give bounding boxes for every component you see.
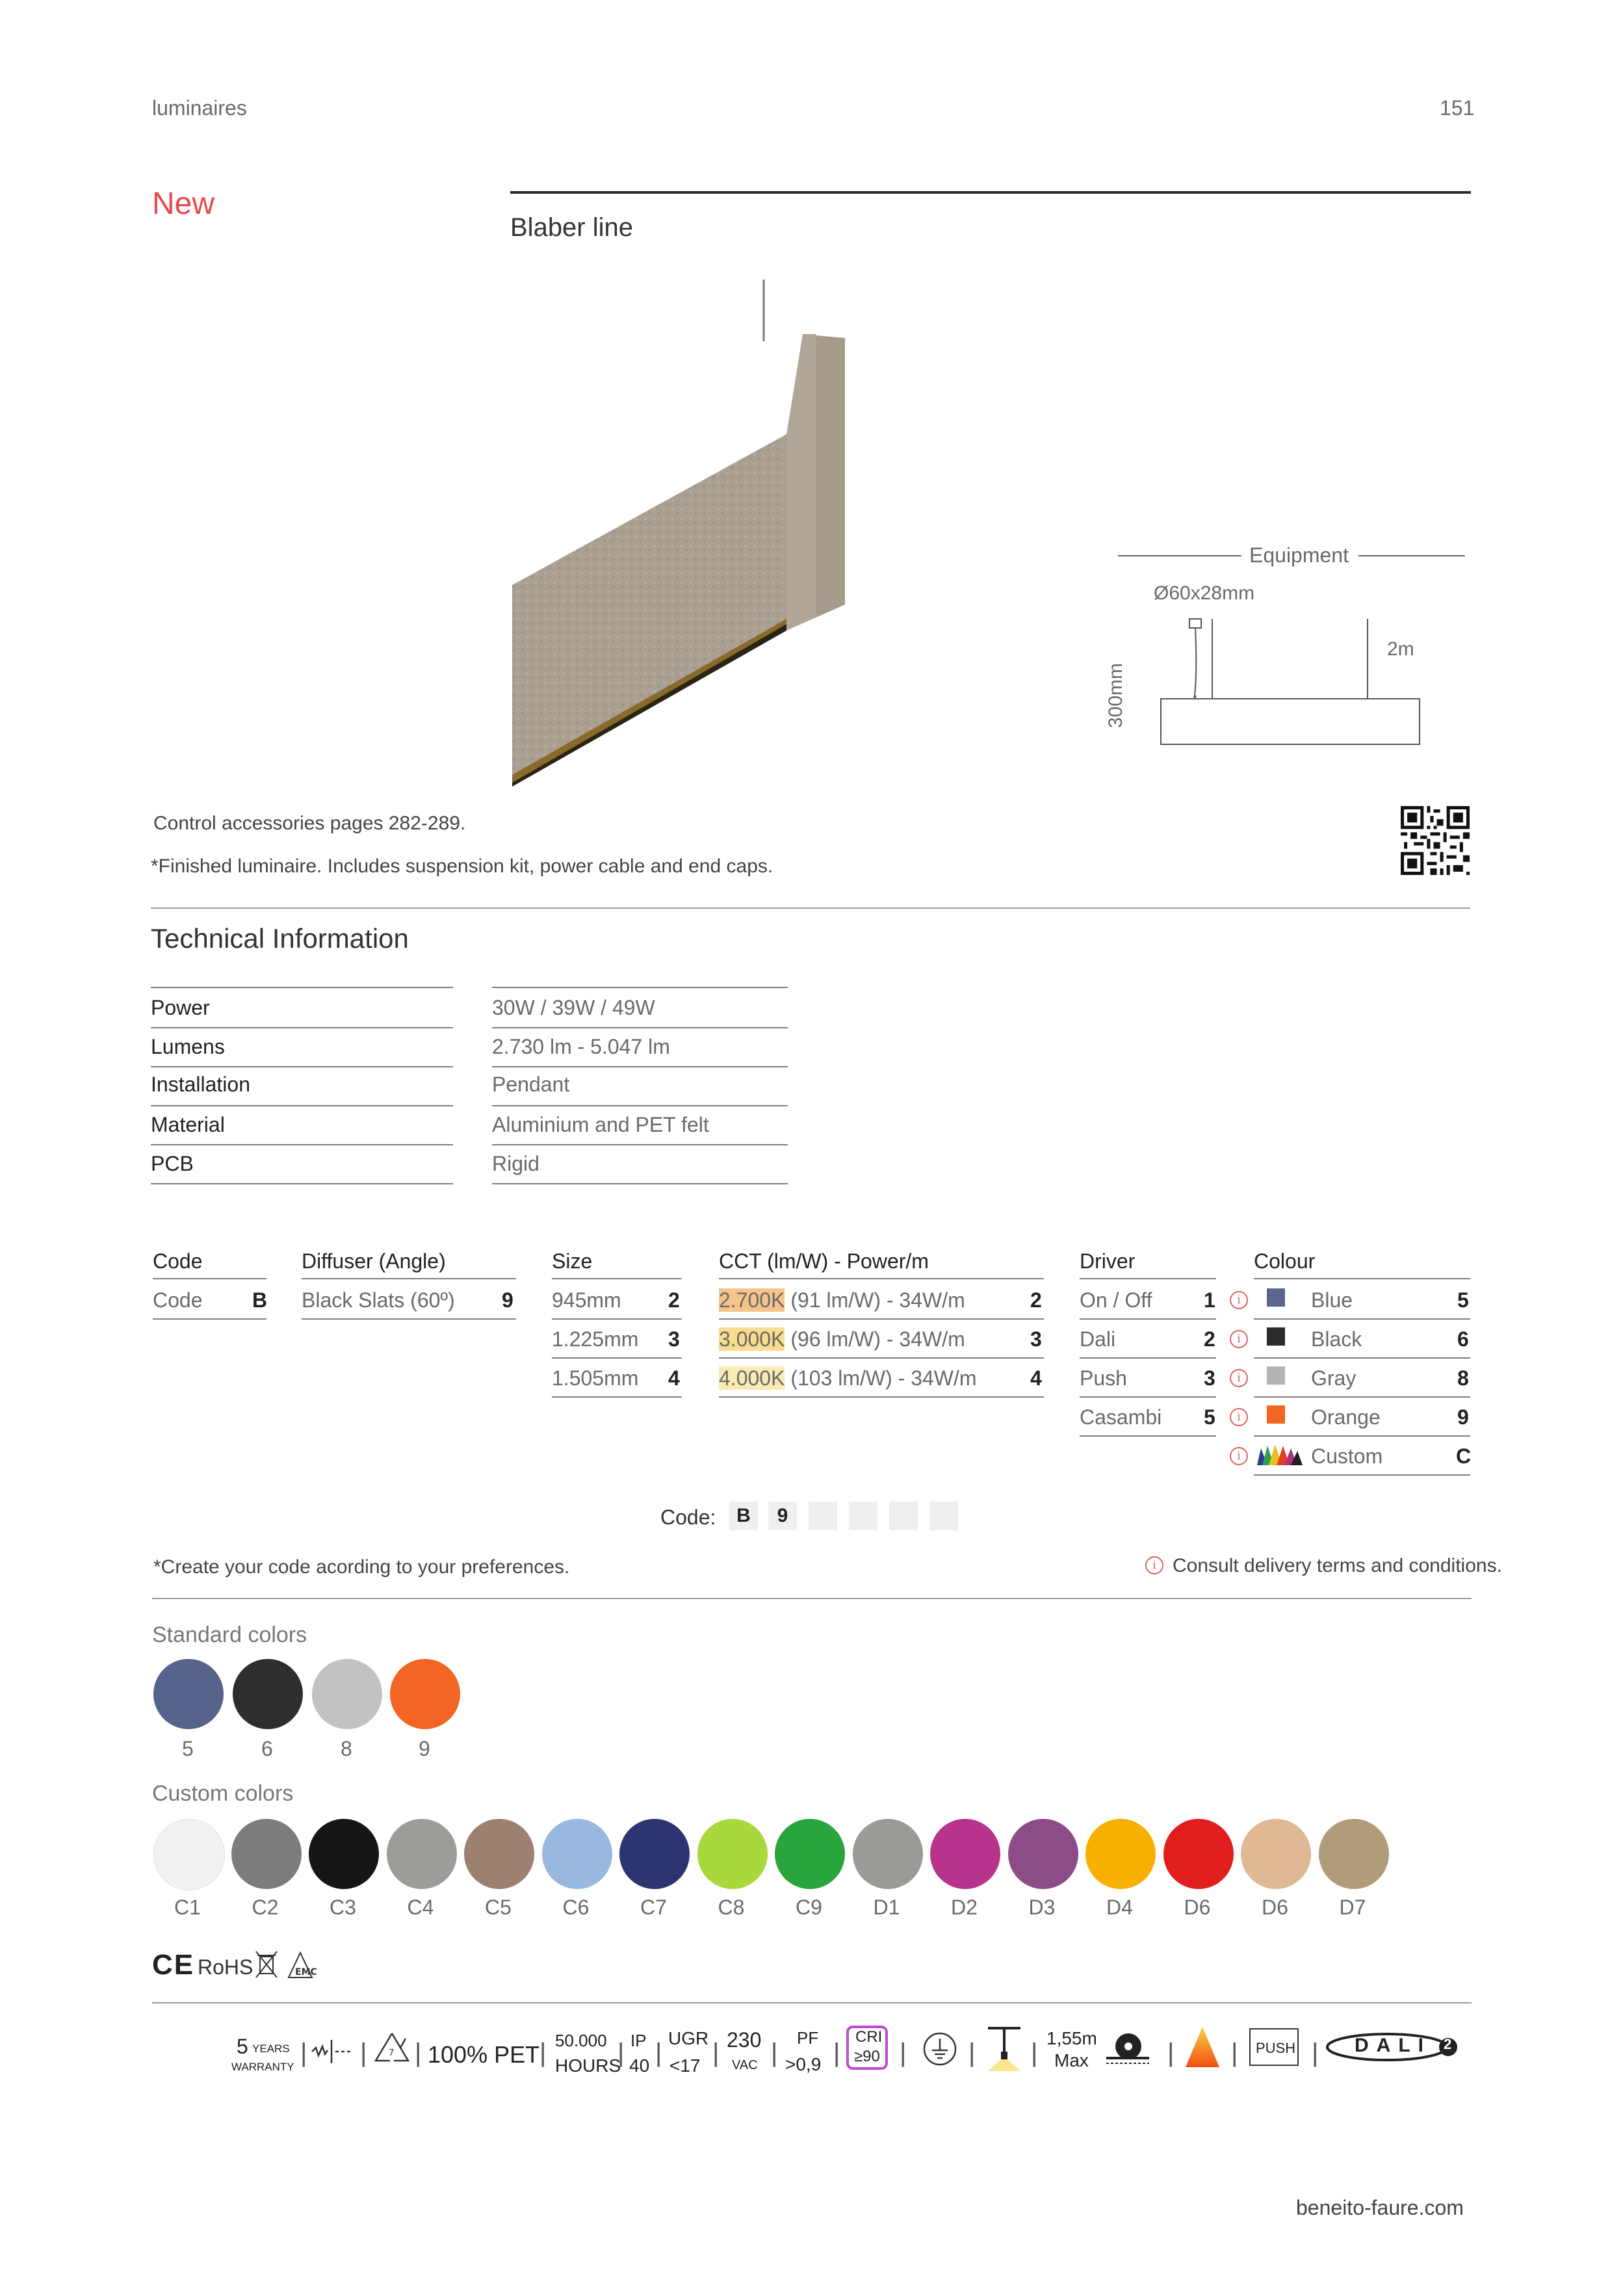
color-swatch-9 bbox=[390, 1659, 460, 1729]
colour-row-value: C bbox=[1456, 1444, 1472, 1468]
equipment-title: Equipment bbox=[1249, 543, 1349, 567]
colour-row-value: 6 bbox=[1457, 1327, 1469, 1351]
ip-value: 40 bbox=[629, 2055, 650, 2076]
code-slot[interactable] bbox=[929, 1502, 958, 1530]
colour-swatch-black bbox=[1267, 1327, 1285, 1346]
tech-title: Technical Information bbox=[151, 923, 409, 954]
colour-row-value: 9 bbox=[1457, 1405, 1469, 1429]
tech-value-lumens: 2.730 lm - 5.047 lm bbox=[492, 1035, 670, 1058]
warranty-label: WARRANTY bbox=[231, 2061, 294, 2073]
color-code: C9 bbox=[796, 1896, 822, 1919]
size-header: Size bbox=[552, 1249, 593, 1273]
saw-cut-icon bbox=[1105, 2028, 1150, 2067]
color-swatch-c3 bbox=[309, 1819, 379, 1889]
dali-version: 2 bbox=[1444, 2036, 1452, 2052]
product-title: Blaber line bbox=[510, 213, 634, 242]
color-code: C7 bbox=[640, 1896, 667, 1919]
cri-value: ≥90 bbox=[854, 2048, 880, 2065]
code-slot[interactable] bbox=[809, 1502, 837, 1530]
cct-row-value: 4 bbox=[1030, 1366, 1042, 1390]
color-code: D2 bbox=[951, 1896, 978, 1919]
separator: | bbox=[655, 2039, 662, 2067]
tech-value-pcb: Rigid bbox=[492, 1152, 539, 1175]
separator: | bbox=[771, 2039, 778, 2067]
color-code: C5 bbox=[485, 1896, 512, 1919]
canopy-dimension: Ø60x28mm bbox=[1154, 582, 1255, 604]
separator: | bbox=[617, 2039, 625, 2067]
separator: | bbox=[833, 2039, 840, 2067]
cct-kelvin: 2.700K bbox=[719, 1288, 785, 1312]
equipment-rule-left bbox=[1118, 555, 1241, 556]
colour-row-label: Gray bbox=[1311, 1366, 1357, 1390]
cct-row-label bbox=[719, 1327, 965, 1351]
size-row-value: 2 bbox=[668, 1288, 680, 1312]
svg-text:7: 7 bbox=[389, 2048, 395, 2058]
emc-icon bbox=[286, 1949, 322, 1980]
diffuser-row-label: Black Slats (60º) bbox=[302, 1288, 455, 1312]
max-length-label: Max bbox=[1054, 2050, 1089, 2070]
product-image bbox=[507, 280, 871, 793]
colour-header: Colour bbox=[1254, 1249, 1316, 1273]
qr-code bbox=[1401, 806, 1470, 875]
separator: | bbox=[1031, 2039, 1038, 2067]
dali-label: DALI bbox=[1355, 2035, 1431, 2056]
diffuser-row-value: 9 bbox=[502, 1288, 513, 1312]
cct-kelvin: 3.000K bbox=[719, 1327, 785, 1351]
color-code: C4 bbox=[407, 1896, 434, 1919]
cct-detail: (96 lm/W) - 34W/m bbox=[785, 1327, 965, 1351]
separator: | bbox=[712, 2039, 720, 2067]
tech-label-installation: Installation bbox=[151, 1073, 250, 1096]
color-code: D1 bbox=[873, 1896, 900, 1919]
pf-value: >0,9 bbox=[785, 2054, 822, 2074]
separator: | bbox=[300, 2039, 307, 2067]
color-swatch-d3 bbox=[1008, 1819, 1078, 1889]
color-code: 9 bbox=[419, 1737, 430, 1760]
code-slot[interactable] bbox=[889, 1502, 918, 1530]
colour-row-label: Orange bbox=[1311, 1405, 1381, 1429]
color-code: 6 bbox=[261, 1737, 273, 1760]
color-swatch-c2 bbox=[231, 1819, 302, 1889]
equipment-diagram bbox=[1157, 611, 1430, 748]
driver-row-label: Dali bbox=[1080, 1327, 1116, 1351]
color-code: C1 bbox=[174, 1896, 201, 1919]
title-rule bbox=[510, 191, 1471, 194]
color-code: C3 bbox=[330, 1896, 356, 1919]
pendant-light-icon bbox=[981, 2026, 1027, 2072]
pf-label: PF bbox=[797, 2028, 819, 2048]
size-row-label: 945mm bbox=[552, 1288, 621, 1312]
colour-row-label: Custom bbox=[1311, 1444, 1383, 1468]
separator: | bbox=[968, 2039, 976, 2067]
consult-note: Consult delivery terms and conditions. bbox=[1173, 1555, 1502, 1576]
color-code: D4 bbox=[1106, 1896, 1133, 1919]
cct-row-label bbox=[719, 1288, 965, 1312]
cct-row-value: 2 bbox=[1030, 1288, 1042, 1312]
driver-row-value: 1 bbox=[1204, 1288, 1215, 1312]
recycle-icon bbox=[372, 2029, 412, 2068]
color-swatch-c7 bbox=[619, 1819, 690, 1889]
section-divider bbox=[152, 1598, 1472, 1599]
ip-label: IP bbox=[630, 2031, 647, 2050]
cable-length: 2m bbox=[1387, 638, 1414, 660]
color-swatch-d6 bbox=[1163, 1819, 1234, 1889]
color-swatch-d1 bbox=[853, 1819, 923, 1889]
color-swatch-8 bbox=[312, 1659, 382, 1729]
color-swatch-c5 bbox=[464, 1819, 534, 1889]
info-icon[interactable]: i bbox=[1230, 1369, 1248, 1387]
lifetime-hours-label: HOURS bbox=[555, 2055, 621, 2076]
size-row-value: 3 bbox=[668, 1327, 680, 1351]
info-icon[interactable]: i bbox=[1230, 1330, 1248, 1348]
color-code: 5 bbox=[182, 1737, 194, 1760]
color-swatch-6 bbox=[233, 1659, 303, 1729]
dimmable-wave-icon bbox=[309, 2035, 355, 2067]
separator: | bbox=[1312, 2039, 1319, 2067]
diffuser-header: Diffuser (Angle) bbox=[302, 1249, 446, 1273]
cct-row-label bbox=[719, 1366, 977, 1390]
tech-label-power: Power bbox=[151, 996, 210, 1019]
tech-value-material: Aluminium and PET felt bbox=[492, 1113, 709, 1136]
page-number: 151 bbox=[1440, 96, 1475, 120]
cct-detail: (91 lm/W) - 34W/m bbox=[785, 1288, 965, 1312]
code-row-value: B bbox=[252, 1288, 268, 1312]
max-length-value: 1,55m bbox=[1046, 2028, 1097, 2048]
info-icon[interactable]: i bbox=[1230, 1291, 1248, 1309]
section-divider bbox=[152, 2002, 1472, 2003]
tech-label-lumens: Lumens bbox=[151, 1035, 225, 1058]
driver-row-value: 3 bbox=[1204, 1366, 1215, 1390]
warranty-number: 5 bbox=[237, 2035, 248, 2058]
tech-label-material: Material bbox=[151, 1113, 225, 1136]
tech-value-power: 30W / 39W / 49W bbox=[492, 996, 655, 1019]
info-icon[interactable]: i bbox=[1230, 1447, 1248, 1465]
equipment-rule-right bbox=[1358, 555, 1465, 556]
ground-earth-icon bbox=[922, 2031, 958, 2067]
accessories-note: Control accessories pages 282-289. bbox=[153, 813, 466, 834]
voltage-number: 230 bbox=[727, 2028, 762, 2052]
colour-swatch-gray bbox=[1267, 1366, 1285, 1385]
color-code: 8 bbox=[341, 1737, 352, 1760]
color-swatch-d7 bbox=[1319, 1819, 1389, 1889]
color-swatch-5 bbox=[153, 1659, 224, 1729]
separator: | bbox=[539, 2039, 547, 2067]
separator: | bbox=[1167, 2039, 1175, 2067]
size-row-label: 1.225mm bbox=[552, 1327, 639, 1351]
code-row-label: Code bbox=[153, 1288, 203, 1312]
driver-row-label: On / Off bbox=[1080, 1288, 1152, 1312]
separator: | bbox=[1231, 2039, 1238, 2067]
code-slot[interactable]: 9 bbox=[768, 1502, 797, 1530]
driver-row-value: 2 bbox=[1204, 1327, 1215, 1351]
code-header: Code bbox=[153, 1249, 203, 1273]
ce-mark: CE bbox=[152, 1949, 195, 1981]
info-icon[interactable]: i bbox=[1145, 1556, 1163, 1574]
info-icon[interactable]: i bbox=[1230, 1408, 1248, 1426]
code-builder-label: Code: bbox=[660, 1506, 716, 1529]
colour-row-label: Blue bbox=[1311, 1288, 1353, 1312]
color-swatch-d6 bbox=[1241, 1819, 1311, 1889]
cri-label: CRI bbox=[855, 2028, 883, 2046]
cct-detail: (103 lm/W) - 34W/m bbox=[785, 1366, 977, 1390]
svg-text:EMC: EMC bbox=[295, 1967, 317, 1977]
section-divider bbox=[151, 907, 1470, 909]
create-code-note: *Create your code acording to your preferences. bbox=[153, 1556, 570, 1578]
lifetime-hours-number: 50.000 bbox=[555, 2031, 607, 2050]
section-label: luminaires bbox=[152, 96, 247, 120]
voltage-label: VAC bbox=[732, 2058, 758, 2072]
ugr-value: <17 bbox=[669, 2055, 701, 2076]
colour-row-value: 8 bbox=[1457, 1366, 1469, 1390]
driver-row-value: 5 bbox=[1204, 1405, 1215, 1429]
tech-label-pcb: PCB bbox=[151, 1152, 194, 1175]
color-swatch-c1 bbox=[153, 1819, 225, 1890]
code-slot[interactable] bbox=[849, 1502, 877, 1530]
driver-row-label: Casambi bbox=[1080, 1405, 1162, 1429]
driver-header: Driver bbox=[1080, 1249, 1136, 1273]
color-swatch-c8 bbox=[697, 1819, 768, 1889]
push-label: PUSH bbox=[1256, 2040, 1296, 2056]
cct-kelvin: 4.000K bbox=[719, 1366, 785, 1390]
color-swatch-c6 bbox=[542, 1819, 612, 1889]
cct-header: CCT (lm/W) - Power/m bbox=[719, 1249, 929, 1273]
ugr-label: UGR bbox=[668, 2028, 709, 2048]
cct-flame-icon bbox=[1183, 2024, 1222, 2070]
rohs-mark: RoHS bbox=[198, 1955, 253, 1979]
color-code: D3 bbox=[1028, 1896, 1056, 1919]
color-code: D6 bbox=[1262, 1896, 1288, 1919]
code-slot[interactable]: B bbox=[729, 1502, 758, 1530]
website-link[interactable]: beneito-faure.com bbox=[1296, 2196, 1464, 2219]
colour-swatch-custom-icon bbox=[1254, 1442, 1304, 1468]
custom-colors-title: Custom colors bbox=[152, 1781, 294, 1806]
separator: | bbox=[900, 2039, 907, 2067]
cct-row-value: 3 bbox=[1030, 1327, 1042, 1351]
color-code: C6 bbox=[562, 1896, 590, 1919]
driver-row-label: Push bbox=[1080, 1366, 1127, 1390]
finished-note: *Finished luminaire. Includes suspension kit, power cable and end caps. bbox=[151, 855, 773, 877]
height-dimension: 300mm bbox=[1105, 662, 1126, 728]
new-badge: New bbox=[152, 187, 215, 221]
separator: | bbox=[360, 2039, 367, 2067]
colour-row-value: 5 bbox=[1457, 1288, 1469, 1312]
colour-swatch-blue bbox=[1267, 1288, 1285, 1307]
color-code: C2 bbox=[252, 1896, 279, 1919]
color-swatch-d4 bbox=[1085, 1819, 1156, 1889]
size-row-label: 1.505mm bbox=[552, 1366, 639, 1390]
pet-label: 100% PET bbox=[428, 2041, 540, 2068]
size-row-value: 4 bbox=[668, 1366, 680, 1390]
color-swatch-c4 bbox=[387, 1819, 457, 1889]
separator: | bbox=[415, 2039, 422, 2067]
color-code: D7 bbox=[1339, 1896, 1366, 1919]
colour-swatch-orange bbox=[1267, 1405, 1285, 1424]
colour-row-label: Black bbox=[1311, 1327, 1362, 1351]
color-swatch-c9 bbox=[775, 1819, 845, 1889]
standard-colors-title: Standard colors bbox=[152, 1623, 307, 1647]
color-code: C8 bbox=[718, 1896, 745, 1919]
color-swatch-d2 bbox=[930, 1819, 1000, 1889]
tech-value-installation: Pendant bbox=[492, 1073, 570, 1096]
weee-bin-icon bbox=[253, 1949, 279, 1980]
color-code: D6 bbox=[1184, 1896, 1211, 1919]
warranty-years: YEARS bbox=[252, 2042, 290, 2055]
